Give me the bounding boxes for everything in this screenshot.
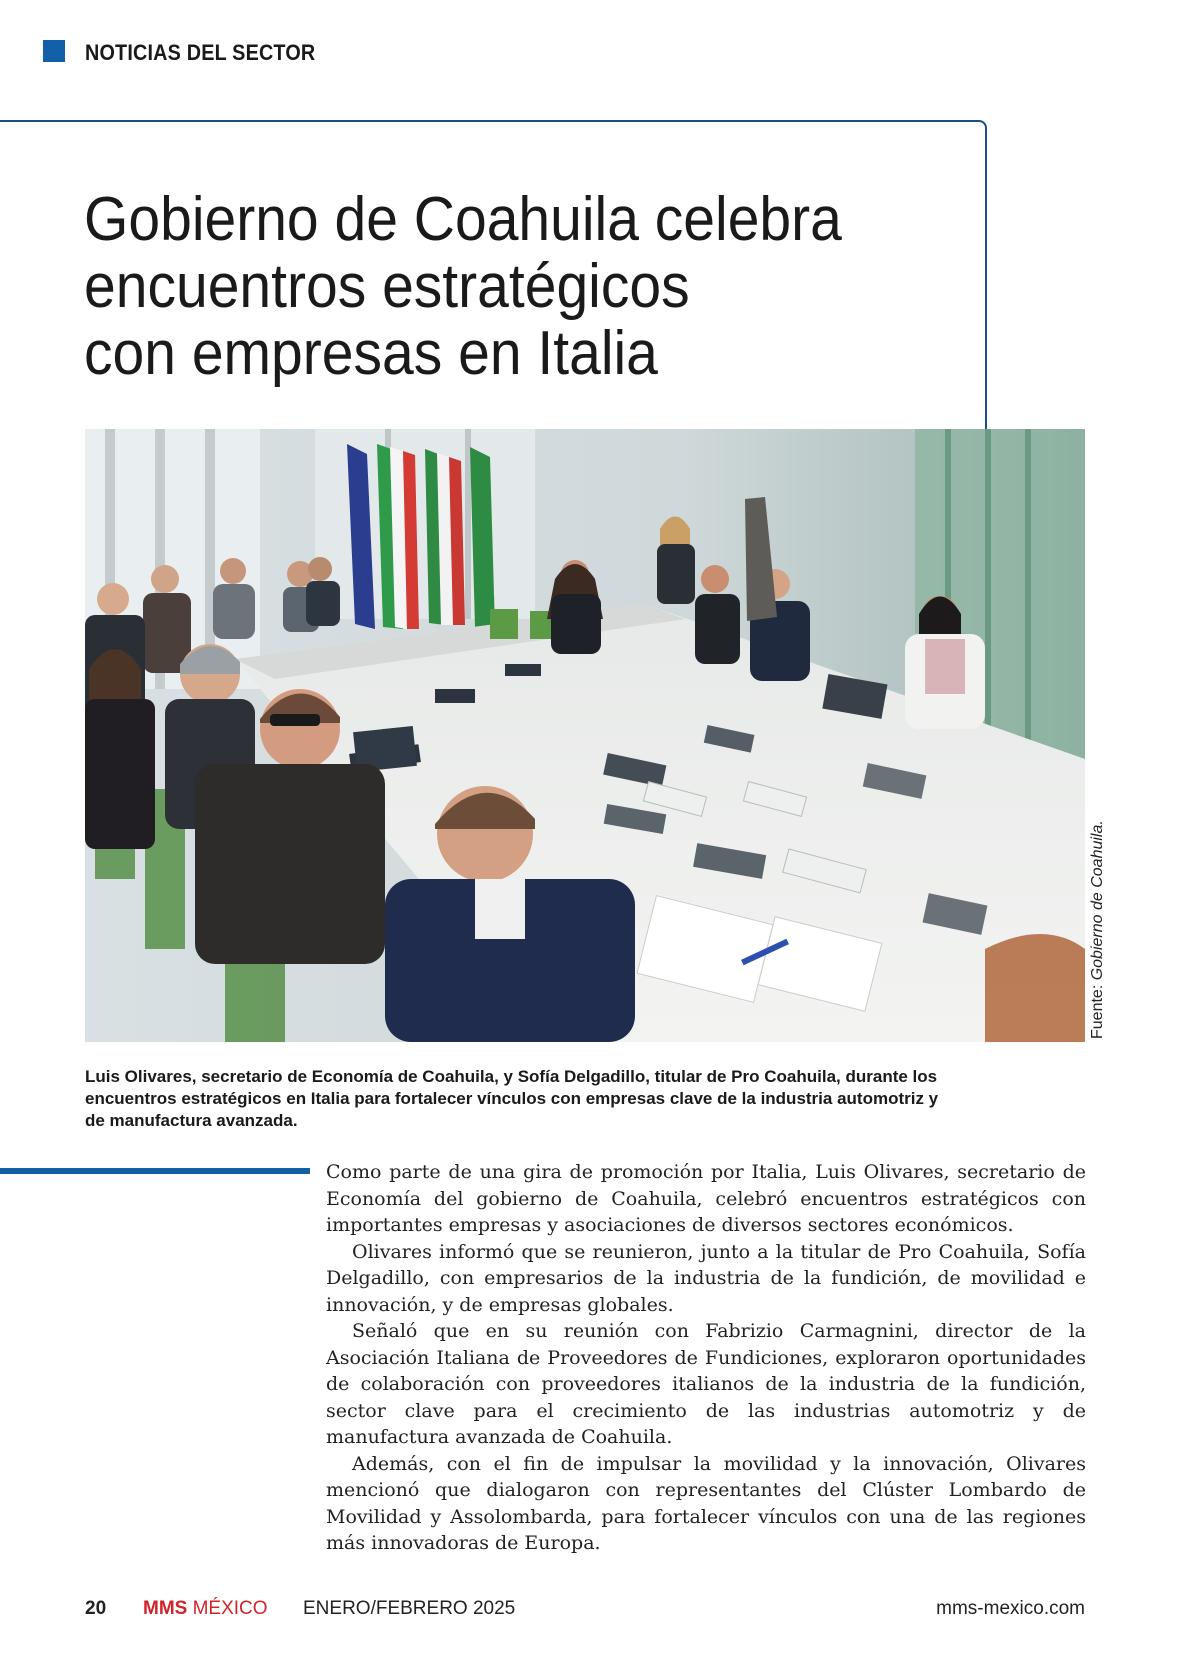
photo-caption: Luis Olivares, secretario de Economía de Coahuila, y Sofía Delgadillo, titular de Pro Coahuila, durante los encuentros estratégicos en Italia para fortalecer vínculos con empresas clave de la industria automotriz y de manufactura avanzada.	[85, 1067, 939, 1130]
brand-country: MÉXICO	[192, 1598, 268, 1619]
meeting-room-photo	[85, 429, 1085, 1042]
body-paragraph: Además, con el fin de impulsar la movilidad y la innovación, Olivares mencionó que dialogaron con representantes del Clúster Lombardo de Movilidad y Assolombarda, para fortalecer vínculos con una de las regiones más innovadoras de Europa.	[326, 1452, 1086, 1554]
publication-brand	[143, 1598, 268, 1620]
website-url[interactable]: mms-mexico.com	[936, 1598, 1085, 1619]
body-paragraph: Señaló que en su reunión con Fabrizio Carmagnini, director de la Asociación Italiana de Proveedores de Fundiciones, exploraron oportunidades de colaboración con proveedores italianos de la industria de la fundición, sector clave para el crecimiento de las industrias automotriz y de manufactura avanzada de Coahuila.	[326, 1320, 1086, 1448]
headline-line: con empresas en Italia	[84, 319, 658, 388]
photo-credit	[1085, 803, 1111, 1045]
body-rule	[0, 1168, 310, 1174]
photo-credit-name: Gobierno de Coahuila.	[1089, 820, 1106, 981]
issue-date: ENERO/FEBRERO 2025	[303, 1598, 516, 1619]
headline-line: Gobierno de Coahuila celebra	[84, 185, 842, 254]
brand-name: MMS	[143, 1598, 188, 1619]
page-number: 20	[85, 1598, 107, 1619]
section-marker	[43, 40, 65, 62]
article-body	[326, 1159, 1086, 1557]
body-paragraph: Como parte de una gira de promoción por Italia, Luis Olivares, secretario de Economía del gobierno de Coahuila, celebró encuentros estratégicos con importantes empresas y asociaciones de diversos sectores económicos.	[326, 1161, 1086, 1236]
headline-line: encuentros estratégicos	[84, 252, 690, 321]
page-footer	[0, 1598, 1200, 1628]
article-headline	[84, 186, 894, 387]
section-label: NOTICIAS DEL SECTOR	[85, 40, 316, 65]
body-paragraph: Olivares informó que se reunieron, junto a la titular de Pro Coahuila, Sofía Delgadillo, con empresarios de la industria de la fundición, de movilidad e innovación, y de empresas globales.	[326, 1240, 1086, 1316]
photo-credit-prefix: Fuente:	[1089, 984, 1106, 1039]
article-photo	[85, 429, 1085, 1042]
